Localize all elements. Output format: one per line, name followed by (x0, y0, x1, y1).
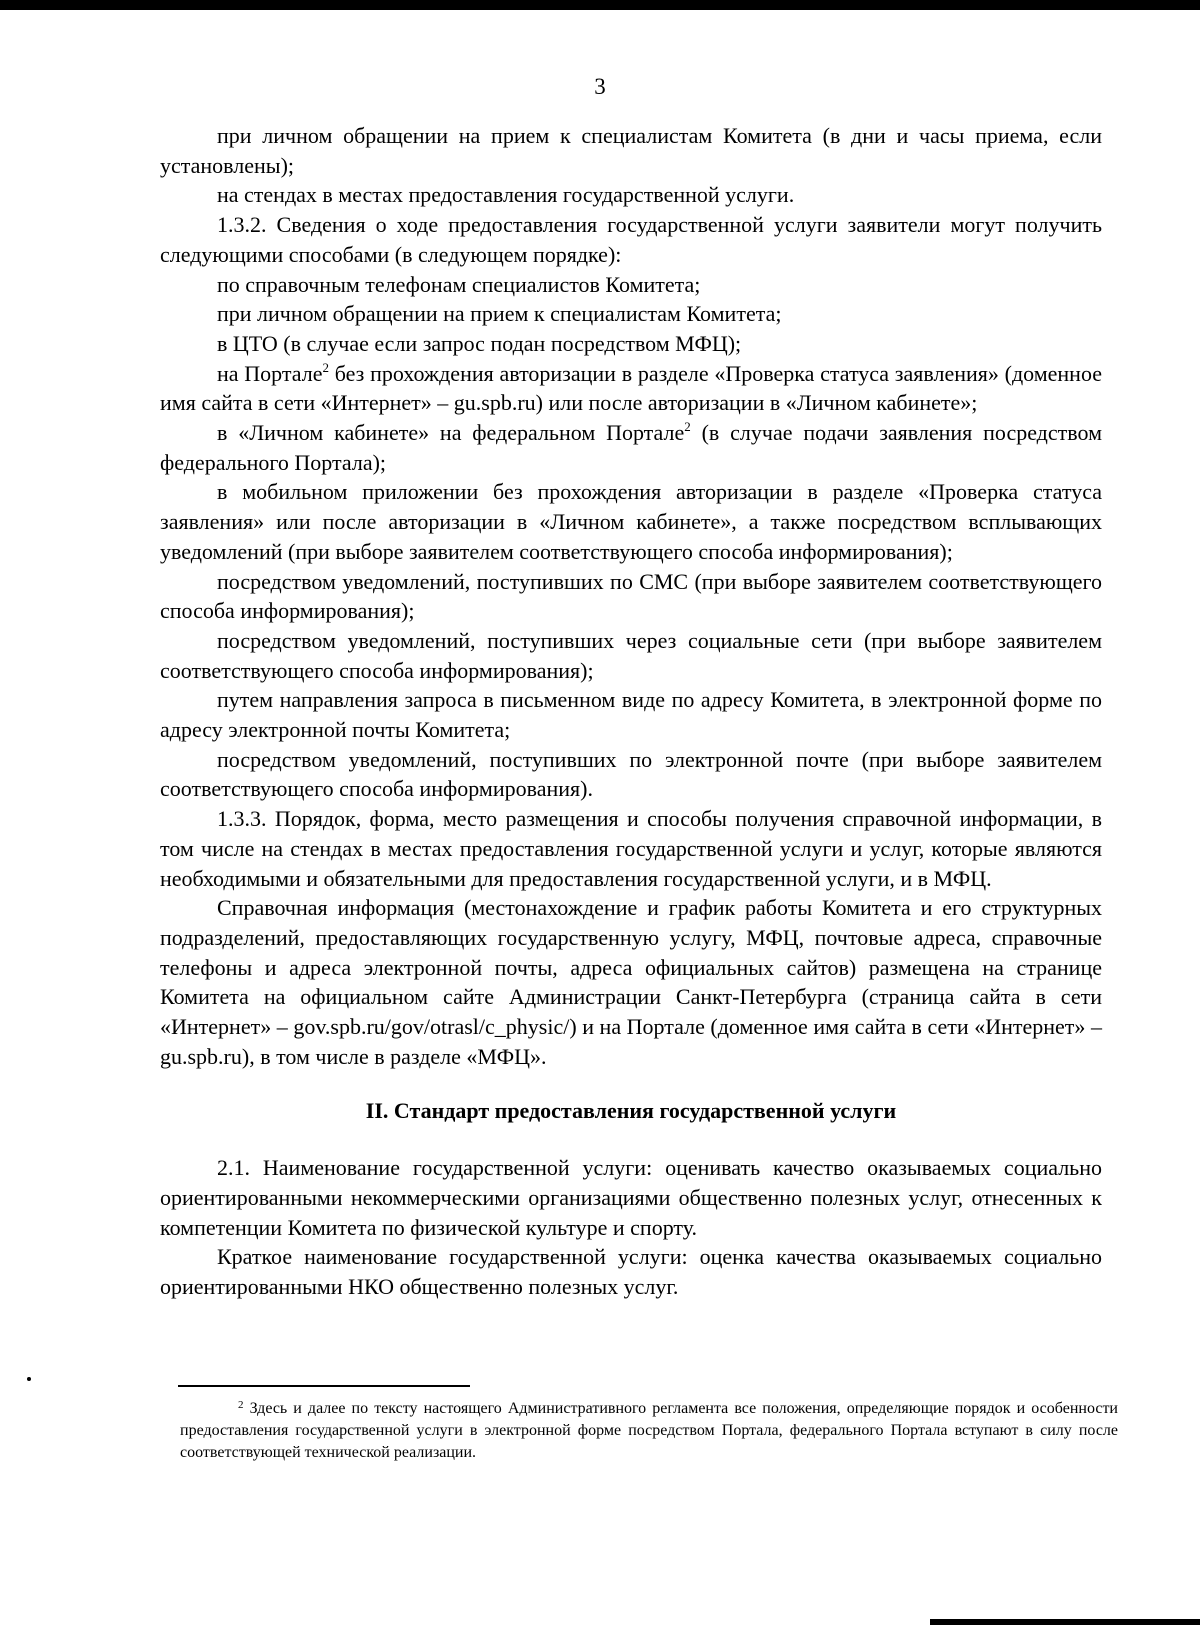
paragraph: 1.3.2. Сведения о ходе предоставления государственной услуги заявители могут получить следующими способами (в следующем порядке): (160, 212, 1102, 267)
paragraph: на стендах в местах предоставления государственной услуги. (217, 182, 795, 208)
footnote-marker: 2 (238, 1399, 244, 1411)
paragraph: в мобильном приложении без прохождения авторизации в разделе «Проверка статуса заявления» или после авторизации в «Личном кабинете», а также посредством всплывающих уведомлений (при выборе заявителем соответствующего способа информирования); (160, 479, 1102, 564)
page-number: 3 (594, 74, 606, 99)
text-fragment: на Портале (217, 360, 323, 386)
scan-speck (27, 1377, 31, 1381)
paragraph: в ЦТО (в случае если запрос подан посредством МФЦ); (217, 330, 742, 356)
paragraph: посредством уведомлений, поступивших по электронной почте (при выборе заявителем соответствующего способа информирования). (160, 746, 1102, 802)
paragraph: посредством уведомлений, поступивших через социальные сети (при выборе заявителем соответствующего способа информирования); (160, 627, 1102, 683)
scan-border-bottom (930, 1619, 1200, 1625)
paragraph: Краткое наименование государственной услуги: оценка качества оказываемых социально ориентированными НКО общественно полезных услуг. (160, 1244, 1102, 1300)
paragraph: при личном обращении на прием к специалистам Комитета; (217, 301, 782, 327)
footnote-ref: 2 (684, 419, 691, 435)
paragraph: при личном обращении на прием к специалистам Комитета (в дни и часы приема, если установлены); (160, 123, 1102, 178)
text-fragment: без прохождения авторизации в разделе «Проверка статуса заявления» (доменное имя сайта в сети «Интернет» – gu.spb.ru) или после авторизации в «Личном кабинете»; (160, 360, 1102, 416)
footnote-text (180, 1398, 1118, 1464)
footnote-body: Здесь и далее по тексту настоящего Административного регламента все положения, определяющие порядок и особенности предоставления государственной услуги в электронной форме посредством Портала, федерального Портала вступают в силу после соответствующей технической реализации. (180, 1400, 1118, 1461)
paragraph: 1.3.3. Порядок, форма, место размещения и способы получения справочной информации, в том числе на стендах в местах предоставления государственной услуги и услуг, которые являются необходимыми и обязательными для предоставления государственной услуги, и в МФЦ. (160, 806, 1102, 891)
paragraph-federal-portal (160, 418, 1102, 477)
paragraph: 2.1. Наименование государственной услуги: оценивать качество оказываемых социально ориентированными некоммерческими организациями общественно полезных услуг, отнесенных к компетенции Комитета по физической культуре и спорту. (160, 1155, 1102, 1240)
text-fragment: (в случае подачи заявления посредством федерального Портала); (160, 420, 1102, 475)
footnote (180, 1398, 1118, 1464)
paragraph: Справочная информация (местонахождение и график работы Комитета и его структурных подразделений, предоставляющих государственную услугу, МФЦ, почтовые адреса, справочные телефоны и адреса электронной почты, адреса официальных сайтов) размещена на странице Комитета на официальном сайте Администрации Санкт-Петербурга (страница сайта в сети «Интернет» – gov.spb.ru/gov/otrasl/c_physic/) и на Портале (доменное имя сайта в сети «Интернет» – gu.spb.ru), в том числе в разделе «МФЦ». (160, 895, 1102, 1069)
paragraph: путем направления запроса в письменном виде по адресу Комитета, в электронной форме по адресу электронной почты Комитета; (160, 687, 1102, 743)
document-body (160, 121, 1102, 1302)
footnote-separator (178, 1385, 470, 1387)
section-heading: II. Стандарт предоставления государственной услуги (365, 1097, 897, 1123)
paragraph: по справочным телефонам специалистов Комитета; (217, 271, 701, 297)
footnote-ref: 2 (322, 359, 329, 375)
paragraph: посредством уведомлений, поступивших по СМС (при выборе заявителем соответствующего способа информирования); (160, 568, 1102, 624)
paragraph-portal (160, 359, 1102, 418)
text-fragment: в «Личном кабинете» на федеральном Портале (217, 420, 685, 446)
scan-border-top (0, 0, 1200, 10)
